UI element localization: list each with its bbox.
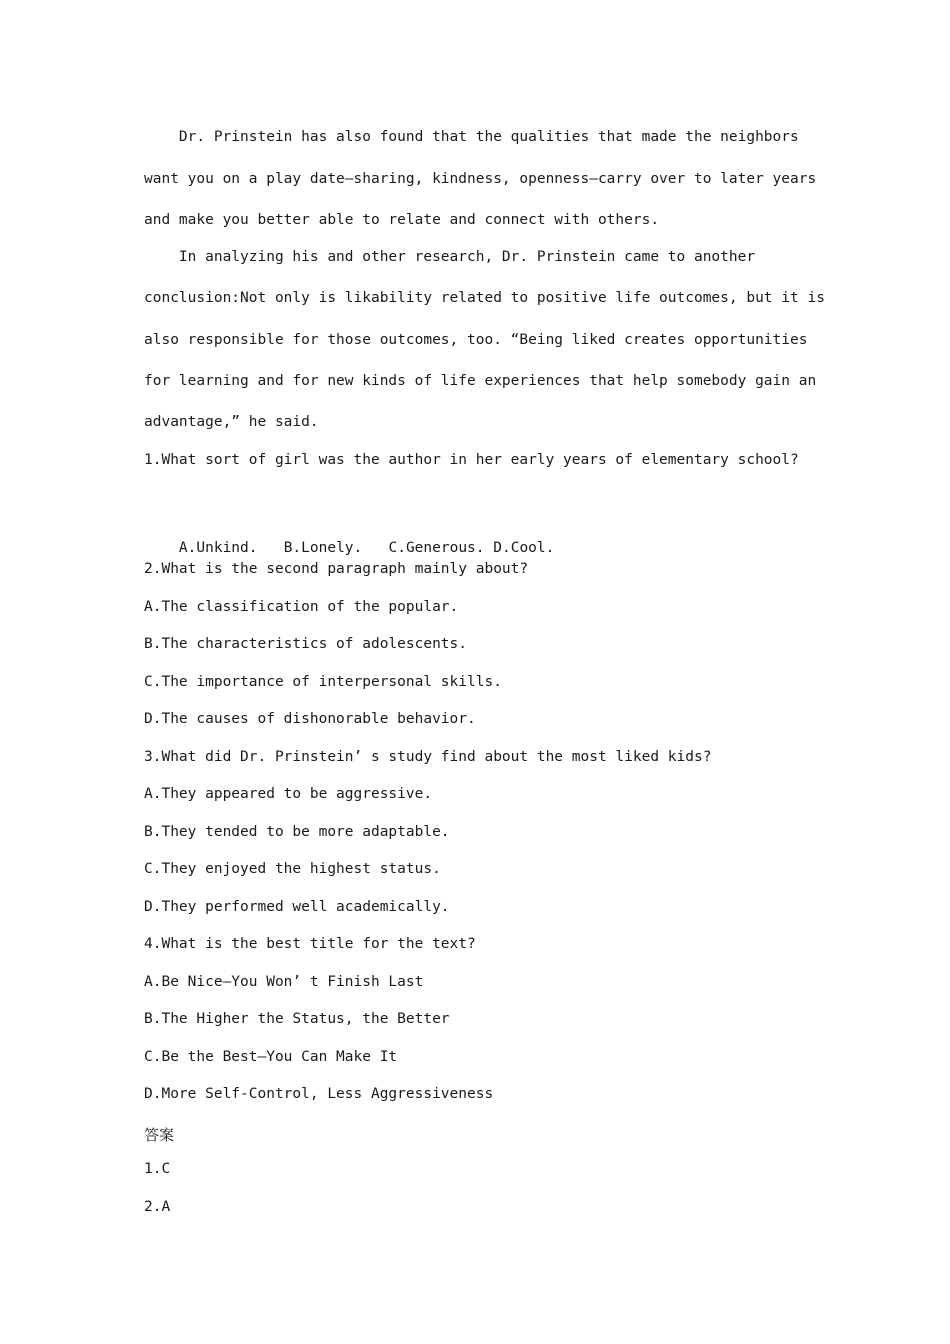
q1-option-b: B.Lonely. <box>283 540 363 556</box>
answers-heading: 答案 <box>144 1126 175 1144</box>
q3-option-d: D.They performed well academically. <box>144 899 450 915</box>
paragraph-line: advantage,” he said. <box>144 414 319 430</box>
question-1-stem: 1.What sort of girl was the author in her early years of elementary school? <box>144 452 799 468</box>
q3-option-a: A.They appeared to be aggressive. <box>144 786 433 802</box>
q2-option-a: A.The classification of the popular. <box>144 599 459 615</box>
paragraph-line: and make you better able to relate and connect with others. <box>144 212 660 228</box>
paragraph-line: conclusion:Not only is likability related to positive life outcomes, but it is <box>144 290 825 306</box>
q2-option-d: D.The causes of dishonorable behavior. <box>144 711 476 727</box>
q3-option-c: C.They enjoyed the highest status. <box>144 861 441 877</box>
paragraph-line: In analyzing his and other research, Dr. Prinstein came to another <box>144 249 756 265</box>
q3-option-b: B.They tended to be more adaptable. <box>144 824 450 840</box>
paragraph-line: also responsible for those outcomes, too. “Being liked creates opportunities <box>144 332 808 348</box>
q1-option-a: A.Unkind. <box>178 540 258 556</box>
q4-option-b: B.The Higher the Status, the Better <box>144 1011 450 1027</box>
paragraph-line: for learning and for new kinds of life experiences that help somebody gain an <box>144 373 817 389</box>
q1-option-c: C.Generous. <box>388 540 485 556</box>
answer-2: 2.A <box>144 1199 171 1215</box>
question-2-stem: 2.What is the second paragraph mainly about? <box>144 561 529 577</box>
q4-option-d: D.More Self-Control, Less Aggressiveness <box>144 1086 494 1102</box>
q2-option-c: C.The importance of interpersonal skills. <box>144 674 502 690</box>
q2-option-b: B.The characteristics of adolescents. <box>144 636 468 652</box>
q4-option-c: C.Be the Best—You Can Make It <box>144 1049 398 1065</box>
paragraph-line: Dr. Prinstein has also found that the qualities that made the neighbors <box>144 129 799 145</box>
q4-option-a: A.Be Nice—You Won’ t Finish Last <box>144 974 424 990</box>
paragraph-line: want you on a play date—sharing, kindness, openness—carry over to later years <box>144 171 817 187</box>
answer-1: 1.C <box>144 1161 171 1177</box>
question-4-stem: 4.What is the best title for the text? <box>144 936 476 952</box>
q1-option-d: D.Cool. <box>493 540 555 556</box>
question-3-stem: 3.What did Dr. Prinstein’ s study find about the most liked kids? <box>144 749 712 765</box>
